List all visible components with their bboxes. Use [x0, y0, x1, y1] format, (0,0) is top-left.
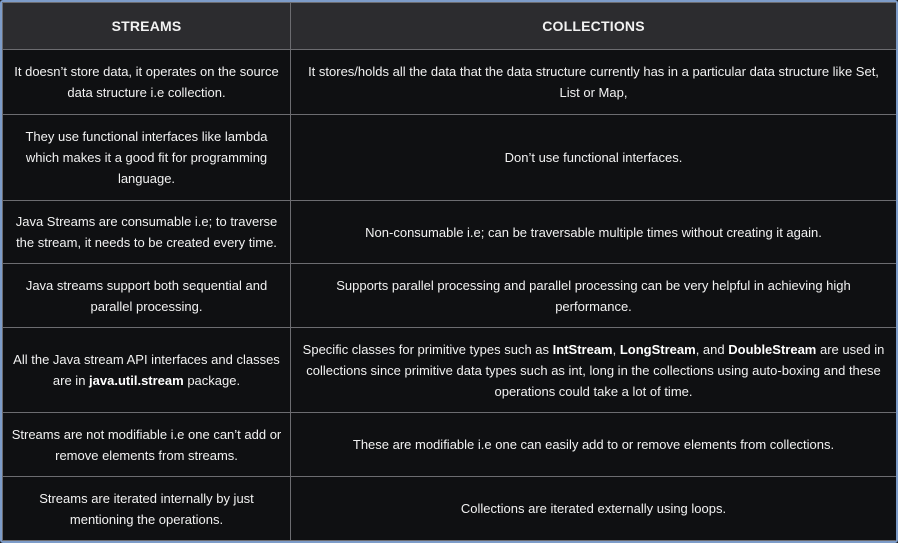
streams-cell: Java streams support both sequential and parallel processing. — [3, 264, 291, 328]
table-row — [3, 201, 897, 264]
table-row — [3, 328, 897, 413]
package-name: java.util.stream — [89, 373, 184, 388]
separator-text: , — [612, 341, 620, 357]
class-name-doublestream: DoubleStream — [728, 341, 817, 357]
streams-cell: They use functional interfaces like lambda which makes it a good fit for programming language. — [3, 115, 291, 201]
table-row — [3, 115, 897, 201]
separator-text: , and — [695, 341, 729, 357]
collections-cell: These are modifiable i.e one can easily add to or remove elements from collections. — [291, 413, 897, 477]
streams-cell: It doesn’t store data, it operates on the source data structure i.e collection. — [3, 50, 291, 115]
table-row — [3, 477, 897, 541]
class-name-longstream: LongStream — [619, 341, 696, 357]
streams-cell: Java Streams are consumable i.e; to traverse the stream, it needs to be created every time. — [3, 201, 291, 264]
class-name-intstream: IntStream — [552, 341, 613, 357]
streams-text: All the Java stream API interfaces and classes are in — [13, 352, 280, 388]
collections-cell: Don’t use functional interfaces. — [291, 115, 897, 201]
comparison-table — [2, 2, 897, 541]
collections-text: are used in collections since primitive data types such as int, long in the collections using auto-boxing and these operations could take a lot of time. — [306, 341, 885, 399]
table-row — [3, 413, 897, 477]
streams-cell: Streams are not modifiable i.e one can’t add or remove elements from streams. — [3, 413, 291, 477]
table-row — [3, 50, 897, 115]
streams-text: package. — [183, 373, 241, 388]
collections-cell: Non-consumable i.e; can be traversable multiple times without creating it again. — [291, 201, 897, 264]
streams-cell: Streams are iterated internally by just mentioning the operations. — [3, 477, 291, 541]
collections-cell: Supports parallel processing and parallel processing can be very helpful in achieving high performance. — [291, 264, 897, 328]
collections-cell: It stores/holds all the data that the data structure currently has in a particular data structure like Set, List or Map, — [291, 50, 897, 115]
collections-cell: Collections are iterated externally using loops. — [291, 477, 897, 541]
collections-text: Specific classes for primitive types such as — [302, 341, 553, 357]
header-streams: STREAMS — [3, 3, 291, 50]
header-row — [3, 3, 897, 50]
collections-cell — [291, 328, 897, 413]
table-row — [3, 264, 897, 328]
streams-cell — [3, 328, 291, 413]
header-collections: COLLECTIONS — [291, 3, 897, 50]
